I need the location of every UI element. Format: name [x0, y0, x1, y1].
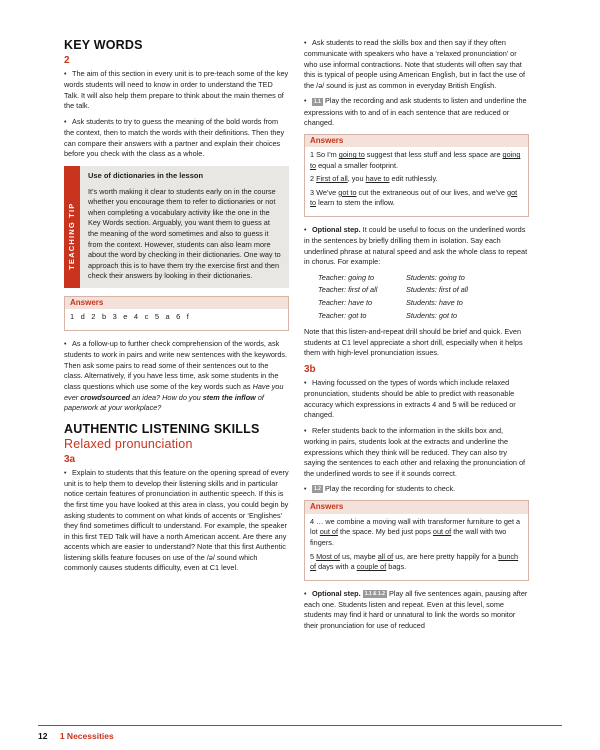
drill-cell: Teacher: have to [318, 298, 373, 308]
paragraph: • 1.2 Play the recording for students to check. [304, 484, 529, 495]
drill-cell: Teacher: got to [318, 310, 367, 320]
paragraph: • Having focussed on the types of words which include relaxed pronunciation, students should be able to predict with reasonable accuracy which expressions in extracts 4 and 5 will be reduced or changed. [304, 377, 516, 420]
drill-table [304, 273, 529, 321]
paragraph: • Optional step. It could be useful to focus on the underlined words in the sentences by briefly drilling them in isolation. Say each underlined phrase at natural speed and ask the whole class to repeat in chorus. For example: [304, 225, 528, 267]
answer-line: 5 Most of us, maybe all of us, are here pretty happily for a bunch of days with a couple of bags. [310, 551, 519, 572]
bullet-icon: • [304, 379, 307, 387]
answers-heading: Answers [305, 501, 528, 513]
teaching-tip-title: Use of dictionaries in the lesson [88, 170, 204, 180]
answers-box [304, 134, 529, 217]
bullet-icon: • [304, 98, 307, 106]
bullet-icon: • [304, 227, 307, 235]
bullet-icon: • [304, 590, 307, 598]
paragraph: • Optional step. 1.1 & 1.2 Play all five sentences again, pausing after each one. Students listen and repeat. Even at this level, some students may find it hard or unnatural to link the words so monitor their pronunciation for use of reduced [304, 588, 528, 630]
answer-line: 1 So I’m going to suggest that less stuff and less space are going to equal a smaller footprint. [310, 150, 521, 170]
drill-cell: Students: have to [406, 298, 463, 308]
answers-box [304, 500, 529, 580]
right-column [304, 38, 529, 637]
page-footer [38, 725, 562, 742]
bullet-icon: • [304, 40, 307, 47]
teaching-tip-label: TEACHING TIP [67, 202, 77, 270]
exercise-3a-number: 3a [64, 453, 76, 465]
exercise-3b-number: 3b [304, 363, 316, 375]
teaching-tip-text: It’s worth making it clear to students early on in the course whether you encourage them to refer to dictionaries or not when completing a vocabulary activity like the one in the Key Words section. Arguably, you want them to guess at the meaning of the word sometimes and also to guess it from the context. However, students can also learn more about the word by checking in their dictionaries. One way to approach this is to have them try the exercise first and then check their answers by looking in their dictionaries. [88, 186, 281, 281]
answers-text: 1 d 2 b 3 e 4 c 5 a 6 f [70, 312, 192, 322]
paragraph: • As a follow-up to further check comprehension of the words, ask students to work in pairs and write new sentences with the keywords. Then ask some pairs to read some of their sentences out to the class. Alternatively, if you have less time, ask some students in the class questions which use some of the key words such as Have you ever crowdsourced an idea? How do you stem the inflow of paperwork at your workplace? [64, 339, 288, 413]
drill-cell: Students: first of all [406, 285, 469, 295]
bullet-icon: • [64, 341, 67, 349]
drill-cell: Students: going to [406, 272, 465, 282]
paragraph: • The aim of this section in every unit is to pre-teach some of the key words students will need to know in order to understand the TED Talk. It will also help them prepare to think about the main themes of the talk. [64, 69, 289, 111]
drill-cell: Students: got to [406, 310, 458, 320]
paragraph: Note that this listen-and-repeat drill should be brief and quick. Even students at C1 level appreciate a short drill, especially when it helps them with high-level pronunciation issues. [304, 327, 523, 358]
answer-line: 4 … we combine a moving wall with transformer furniture to get a lot out of the space. My bed just pops out of the wall with two fingers. [310, 516, 521, 547]
bullet-icon: • [304, 427, 307, 435]
bullet-icon: • [64, 71, 67, 78]
drill-cell: Teacher: first of all [318, 285, 378, 295]
paragraph: • 1.1 Play the recording and ask students to listen and underline the expressions with to and of in each sentence that are reduced or changed. [304, 96, 527, 128]
page-number: 12 [38, 731, 48, 741]
paragraph: • Explain to students that this feature on the opening spread of every unit is to help them to develop their listening skills and in particular notice certain features of pronunciation in authentic speech. If this is the first time you have looked at this area in class, you could begin by asking students to comment on what kinds of accents or ‘Englishes’ they find sometimes difficult to understand. For example, the speaker in this first TED Talk will have a north American accent. Are there any accents which are easier to understand? Note that this first Authentic listening skills feature focuses on use of the /ə/ sound which commonly causes students difficulty, even at C1 level. [64, 467, 289, 573]
left-column [64, 38, 289, 579]
teaching-tip-sidebar [64, 166, 80, 288]
drill-cell: Teacher: going to [318, 272, 375, 282]
answers-heading: Answers [305, 135, 528, 147]
bullet-icon: • [64, 118, 67, 126]
audio-track-icon: 1.2 [314, 486, 321, 493]
bullet-icon: • [64, 469, 67, 477]
key-words-heading: KEY WORDS [64, 38, 143, 52]
audio-track-icon: 1.1 [314, 98, 321, 105]
answers-heading: Answers [65, 297, 288, 309]
paragraph: • Refer students back to the information in the skills box and, working in pairs, students look at the extracts and underline the expressions which they think will be reduced. They can also try saying the sentences to each other and relaxing the pronunciation of the underlined words to see if it sounds correct. [304, 425, 526, 478]
audio-track-icon: 1.1 & 1.2 [364, 590, 385, 597]
paragraph: • Ask students to try to guess the meaning of the bold words from the context, then to match the words with their definitions. Then they can compare their answers with a partner and explain their choices before you check with the class as a whole. [64, 116, 285, 159]
bullet-icon: • [304, 486, 307, 494]
listening-skills-heading: AUTHENTIC LISTENING SKILLS Relaxed pronunciation [64, 421, 260, 451]
answers-box [64, 296, 289, 331]
paragraph: • Ask students to read the skills box and then say if they often communicate with speakers who have a ‘relaxed pronunciation’ or who use informal contractions. Note that students will often say that this is typical of people using American English, but in fact the use of the /ə/ sound is just as common in everyday British English. [304, 38, 526, 90]
chapter-title: 1 Necessities [59, 731, 114, 741]
exercise-2-number: 2 [64, 55, 70, 66]
answer-line: 2 First of all, you have to edit ruthlessly. [310, 174, 438, 184]
teaching-tip-body [80, 166, 289, 288]
answer-line: 3 We’ve got to cut the extraneous out of our lives, and we’ve got to learn to stem the inflow. [310, 187, 518, 208]
teaching-tip-box [64, 166, 289, 288]
